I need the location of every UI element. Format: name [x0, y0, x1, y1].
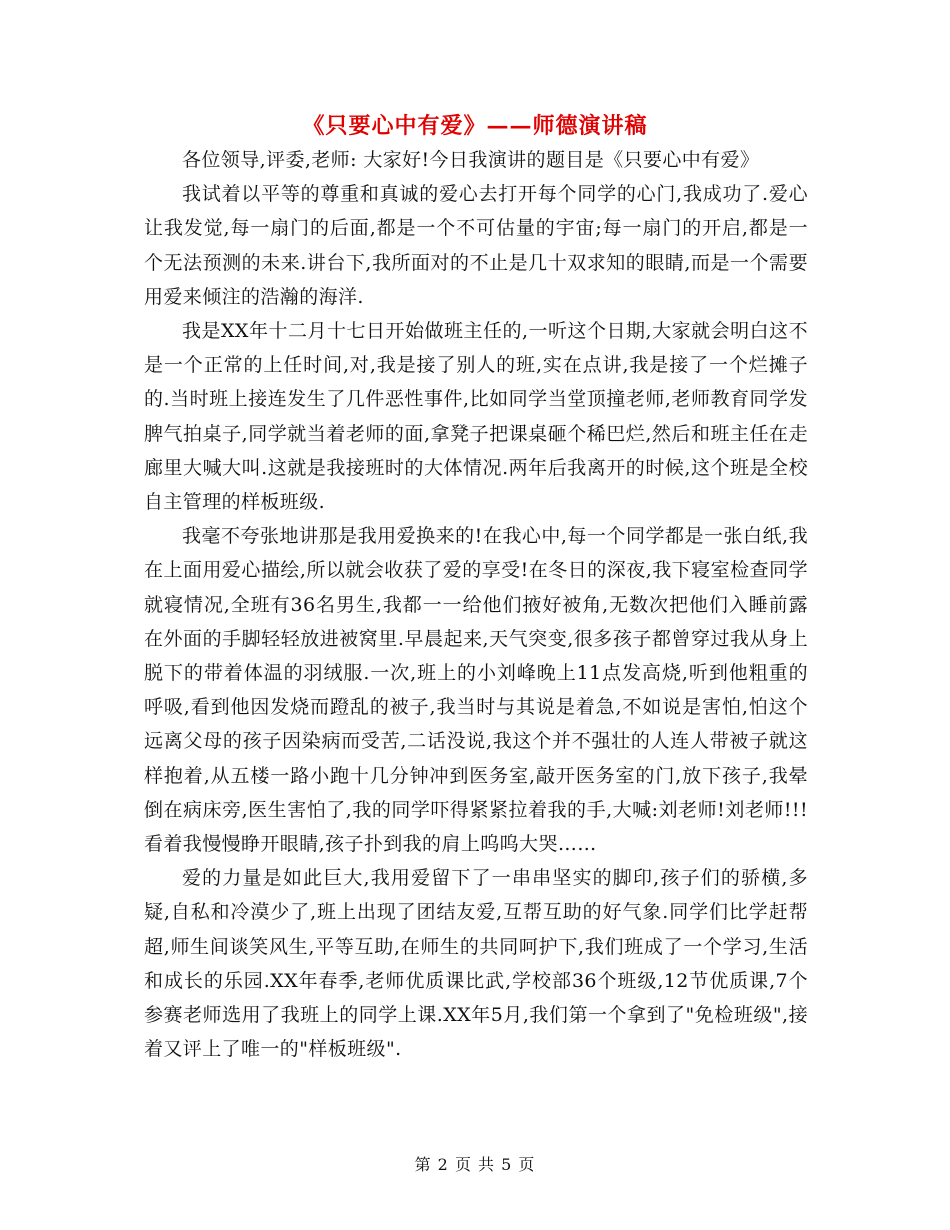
- paragraph-love-opens-doors: 我试着以平等的尊重和真诚的爱心去打开每个同学的心门,我成功了.爱心让我发觉,每一扇门的后面,都是一个不可估量的宇宙;每一扇门的开启,都是一个无法预测的未来.讲台下,我所面对的不止是几十双求知的眼睛,而是一个需要用爱来倾注的浩瀚的海洋.: [144, 183, 808, 308]
- paragraph-caring-for-students: 我毫不夸张地讲那是我用爱换来的!在我心中,每一个同学都是一张白纸,我在上面用爱心描绘,所以就会收获了爱的享受!在冬日的深夜,我下寝室检查同学就寝情况,全班有36名男生,我都一一给他们掖好被角,无数次把他们入睡前露在外面的手脚轻轻放进被窝里.早晨起来,天气突变,很多孩子都曾穿过我从身上脱下的带着体温的羽绒服.一次,班上的小刘峰晚上11点发高烧,听到他粗重的呼吸,看到他因发烧而蹬乱的被子,我当时与其说是着急,不如说是害怕,怕这个远离父母的孩子因染病而受苦,二话没说,我这个并不强壮的人连人带被子就这样抱着,从五楼一路小跑十几分钟冲到医务室,敲开医务室的门,放下孩子,我晕倒在病床旁,医生害怕了,我的同学吓得紧紧拉着我的手,大喊:刘老师!刘老师!!!看着我慢慢睁开眼睛,孩子扑到我的肩上呜呜大哭……: [144, 525, 808, 856]
- paragraph-taking-over-class: 我是XX年十二月十七日开始做班主任的,一听这个日期,大家就会明白这不是一个正常的上任时间,对,我是接了别人的班,实在点讲,我是接了一个烂摊子的.当时班上接连发生了几件恶性事件,比如同学当堂顶撞老师,老师教育同学发脾气拍桌子,同学就当着老师的面,拿凳子把课桌砸个稀巴烂,然后和班主任在走廊里大喊大叫.这就是我接班时的大体情况.两年后我离开的时候,这个班是全校自主管理的样板班级.: [144, 320, 808, 514]
- document-title: 《只要心中有爱》——师德演讲稿: [302, 113, 648, 139]
- document-body: [144, 143, 808, 1066]
- page-footer: 第 2 页 共 5 页: [414, 1155, 536, 1174]
- paragraph-power-of-love: 爱的力量是如此巨大,我用爱留下了一串串坚实的脚印,孩子们的骄横,多疑,自私和冷漠少了,班上出现了团结友爱,互帮互助的好气象.同学们比学赶帮超,师生间谈笑风生,平等互助,在师生的共同呵护下,我们班成了一个学习,生活和成长的乐园.XX年春季,老师优质课比武,学校部36个班级,12节优质课,7个参赛老师选用了我班上的同学上课.XX年5月,我们第一个拿到了"免检班级",接着又评上了唯一的"样板班级".: [144, 867, 808, 1061]
- paragraph-greeting: 各位领导,评委,老师: 大家好!今日我演讲的题目是《只要心中有爱》: [182, 149, 760, 171]
